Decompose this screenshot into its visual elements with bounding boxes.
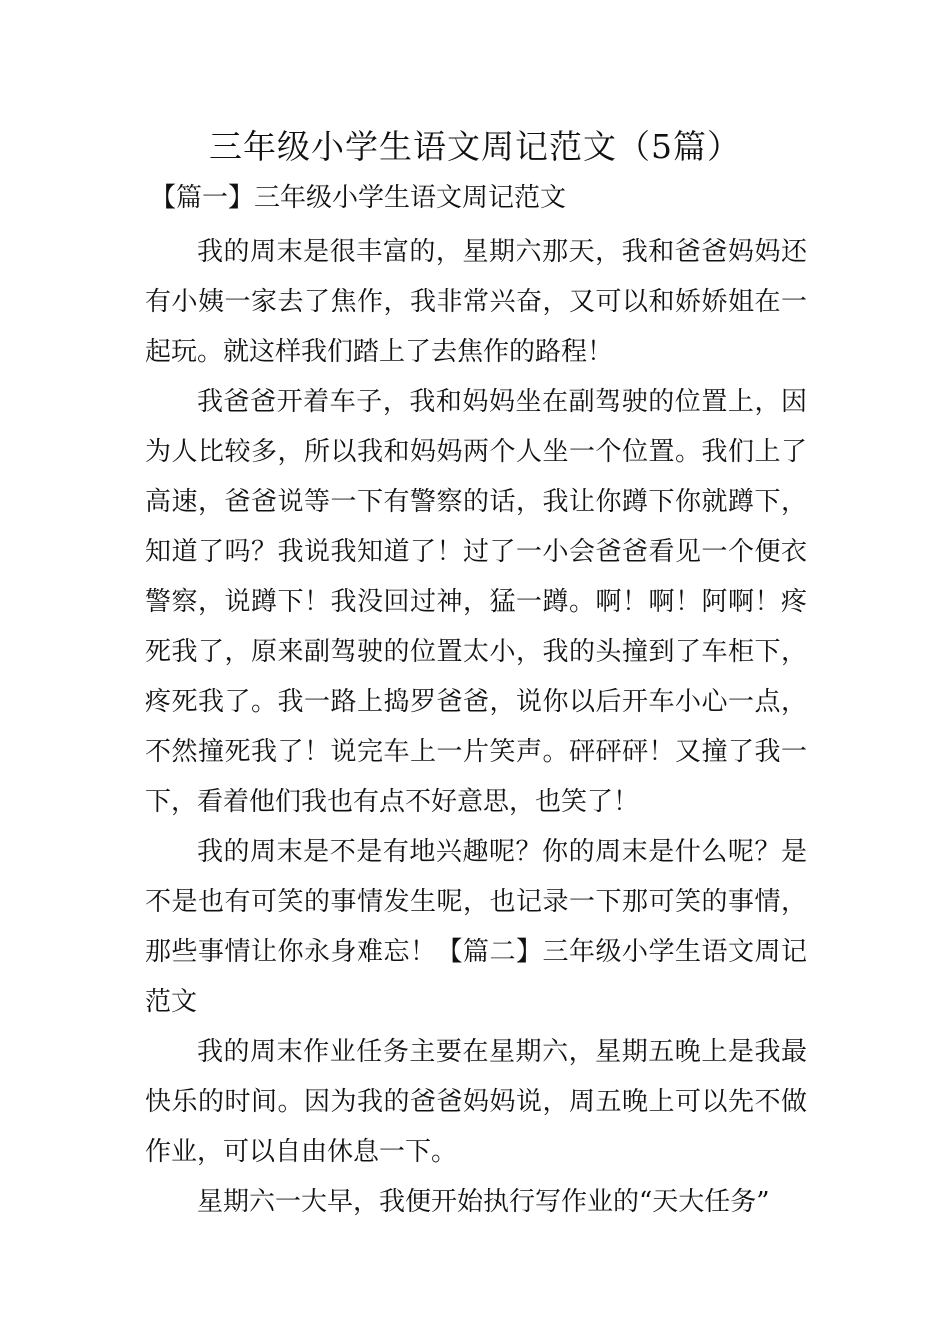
paragraph: 我的周末是很丰富的，星期六那天，我和爸爸妈妈还有小姨一家去了焦作，我非常兴奋，又可以和娇娇姐在一起玩。就这样我们踏上了去焦作的路程！	[145, 237, 807, 367]
document-body	[145, 227, 807, 1227]
document-title: 三年级小学生语文周记范文（5篇）	[209, 127, 741, 166]
paragraph: 我爸爸开着车子，我和妈妈坐在副驾驶的位置上，因为人比较多，所以我和妈妈两个人坐一个位置。我们上了高速，爸爸说等一下有警察的话，我让你蹲下你就蹲下，知道了吗？我说我知道了！过了一小会爸爸看见一个便衣警察，说蹲下！我没回过神，猛一蹲。啊！啊！阿啊！疼死我了，原来副驾驶的位置太小，我的头撞到了车柜下，疼死我了。我一路上捣罗爸爸，说你以后开车小心一点，不然撞死我了！说完车上一片笑声。砰砰砰！又撞了我一下，看着他们我也有点不好意思，也笑了！	[145, 387, 807, 817]
paragraph: 我的周末是不是有地兴趣呢？你的周末是什么呢？是不是也有可笑的事情发生呢，也记录一下那可笑的事情，那些事情让你永身难忘！【篇二】三年级小学生语文周记范文	[145, 837, 807, 1017]
paragraph: 我的周末作业任务主要在星期六，星期五晚上是我最快乐的时间。因为我的爸爸妈妈说，周五晚上可以先不做作业，可以自由休息一下。	[145, 1037, 807, 1167]
section-heading: 【篇一】三年级小学生语文周记范文	[150, 183, 567, 213]
paragraph: 星期六一大早，我便开始执行写作业的“天大任务”	[197, 1187, 770, 1217]
